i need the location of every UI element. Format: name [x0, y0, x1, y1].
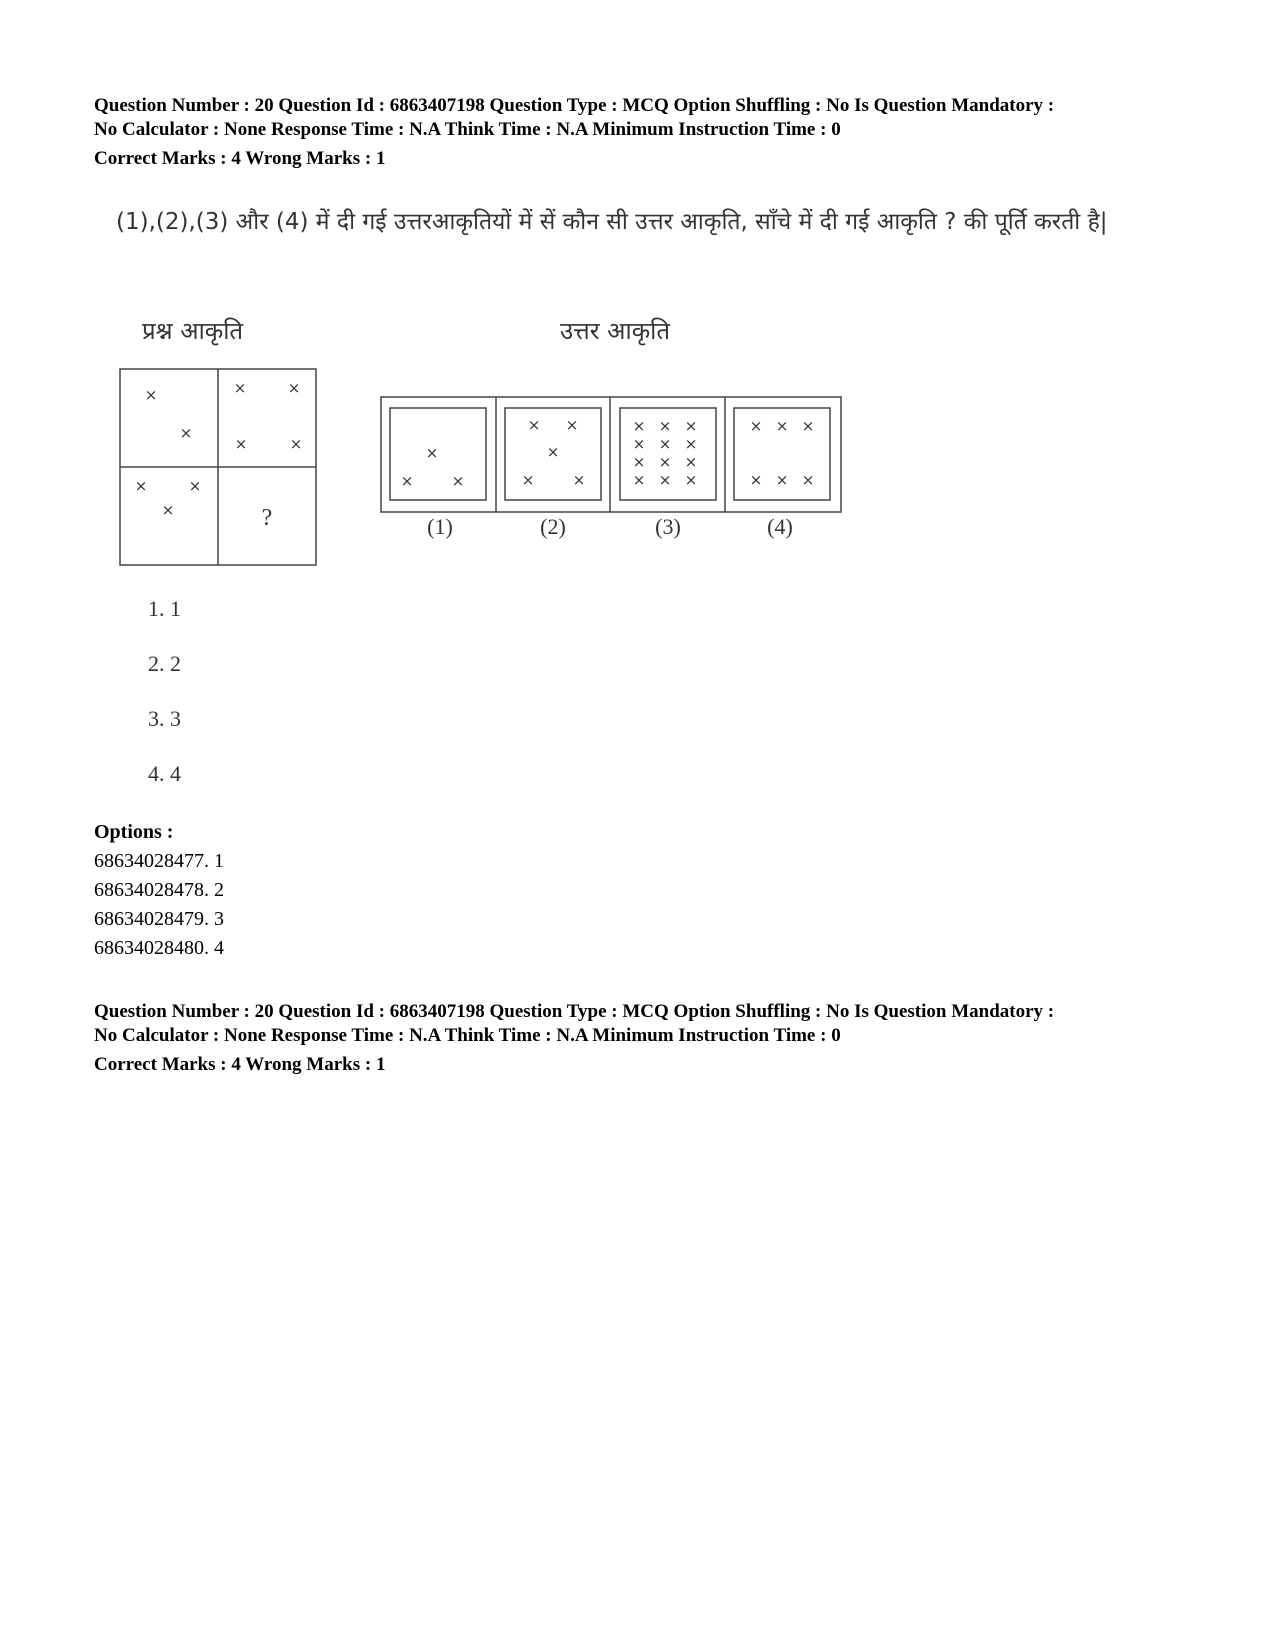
cross-mark: ×	[572, 471, 586, 489]
cross-mark: ×	[287, 379, 301, 397]
answer-strip-outline	[381, 397, 841, 512]
cross-mark: ×	[179, 424, 193, 442]
meta-line-2: No Calculator : None Response Time : N.A Think Time : N.A Minimum Instruction Time : 0	[94, 1025, 841, 1046]
cross-mark: ×	[684, 417, 698, 435]
missing-figure-mark: ?	[261, 505, 273, 531]
answer-number-1: (1)	[427, 514, 453, 539]
cross-mark: ×	[632, 417, 646, 435]
cross-mark: ×	[565, 416, 579, 434]
choice-3: 3. 3	[148, 706, 181, 731]
cross-mark: ×	[134, 477, 148, 495]
cross-mark: ×	[521, 471, 535, 489]
cross-mark: ×	[658, 453, 672, 471]
answer-figure-marks	[401, 416, 815, 490]
cross-mark: ×	[527, 416, 541, 434]
cross-mark: ×	[684, 471, 698, 489]
cross-mark: ×	[546, 443, 560, 461]
answer-number-4: (4)	[767, 514, 793, 539]
option-item: 68634028478. 2	[94, 879, 224, 901]
question-text: (1),(2),(3) और (4) में दी गई उत्तरआकृतियों में सें कौन सी उत्तर आकृति, साँचे में दी गई आकृति ? की पूर्ति करती है|	[116, 209, 1108, 235]
cross-mark: ×	[658, 471, 672, 489]
cross-mark: ×	[658, 417, 672, 435]
cross-mark: ×	[400, 472, 414, 490]
cross-mark: ×	[425, 444, 439, 462]
marks-line: Correct Marks : 4 Wrong Marks : 1	[94, 148, 386, 169]
answer-figures	[381, 397, 841, 512]
option-item: 68634028480. 4	[94, 937, 224, 959]
figure-canvas	[0, 0, 1275, 600]
choice-1: 1. 1	[148, 596, 181, 621]
cross-mark: ×	[684, 453, 698, 471]
marks-line: Correct Marks : 4 Wrong Marks : 1	[94, 1054, 386, 1075]
meta-line-2: No Calculator : None Response Time : N.A Think Time : N.A Minimum Instruction Time : 0	[94, 119, 841, 140]
cross-mark: ×	[233, 379, 247, 397]
options-heading: Options :	[94, 821, 174, 843]
question-figure-label: प्रश्न आकृति	[142, 317, 244, 345]
option-item: 68634028479. 3	[94, 908, 224, 930]
choice-2: 2. 2	[148, 651, 181, 676]
answer-number-3: (3)	[655, 514, 681, 539]
cross-mark: ×	[144, 386, 158, 404]
cross-mark: ×	[451, 472, 465, 490]
option-item: 68634028477. 1	[94, 850, 224, 872]
cross-mark: ×	[801, 471, 815, 489]
answer-figure-label: उत्तर आकृति	[560, 317, 671, 345]
cross-mark: ×	[289, 435, 303, 453]
cross-mark: ×	[749, 417, 763, 435]
cross-mark: ×	[775, 471, 789, 489]
cross-mark: ×	[749, 471, 763, 489]
cross-mark: ×	[632, 435, 646, 453]
question-meta-bottom	[94, 1000, 1214, 1077]
meta-line-1: Question Number : 20 Question Id : 6863407198 Question Type : MCQ Option Shuffling : No Is Question Mandatory :	[94, 95, 1055, 116]
cross-mark: ×	[684, 435, 698, 453]
cross-mark: ×	[161, 501, 175, 519]
cross-mark: ×	[658, 435, 672, 453]
meta-line-1: Question Number : 20 Question Id : 6863407198 Question Type : MCQ Option Shuffling : No Is Question Mandatory :	[94, 1001, 1055, 1022]
cross-mark: ×	[775, 417, 789, 435]
choice-4: 4. 4	[148, 761, 181, 786]
cross-mark: ×	[801, 417, 815, 435]
cross-mark: ×	[234, 435, 248, 453]
options-list	[94, 818, 224, 963]
answer-number-2: (2)	[540, 514, 566, 539]
answer-figure-numbers	[427, 514, 793, 539]
cross-mark: ×	[632, 471, 646, 489]
cross-mark: ×	[632, 453, 646, 471]
cross-mark: ×	[188, 477, 202, 495]
